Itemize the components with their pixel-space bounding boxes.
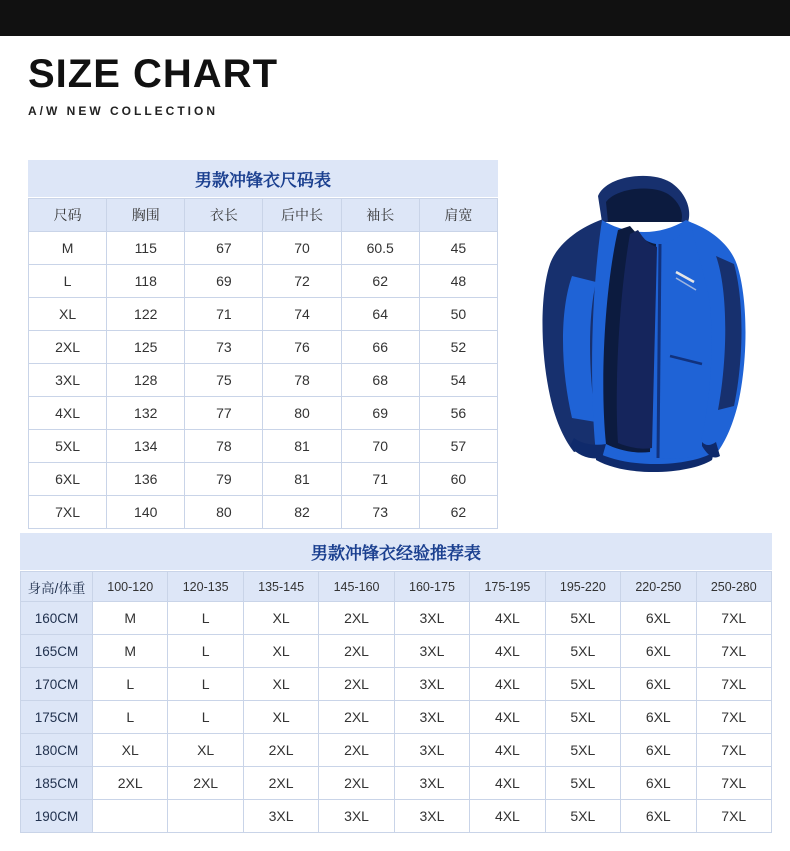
table-cell: 4XL	[470, 734, 545, 767]
table-cell: 72	[263, 265, 341, 298]
table-cell: XL	[93, 734, 168, 767]
table-header-row	[21, 572, 772, 602]
jacket-illustration	[510, 160, 762, 505]
table-row	[21, 602, 772, 635]
column-header: 100-120	[93, 572, 168, 602]
table-cell: 4XL	[470, 602, 545, 635]
table-cell: 73	[341, 496, 419, 529]
table-cell: 7XL	[696, 767, 772, 800]
page-header	[28, 52, 278, 118]
column-header: 175-195	[470, 572, 545, 602]
table-cell: 2XL	[319, 635, 394, 668]
recommendation-table-title: 男款冲锋衣经验推荐表	[20, 533, 772, 571]
table-cell: 3XL	[243, 800, 318, 833]
table-cell: 2XL	[319, 767, 394, 800]
table-cell: XL	[168, 734, 243, 767]
table-cell: 4XL	[470, 635, 545, 668]
table-cell: 5XL	[545, 635, 620, 668]
table-cell: 66	[341, 331, 419, 364]
table-cell: 80	[263, 397, 341, 430]
table-cell: 73	[185, 331, 263, 364]
table-cell: 75	[185, 364, 263, 397]
table-cell: 2XL	[243, 767, 318, 800]
column-header: 120-135	[168, 572, 243, 602]
table-cell: 4XL	[470, 668, 545, 701]
table-cell: 6XL	[621, 635, 696, 668]
table-row	[21, 635, 772, 668]
table-cell: 70	[263, 232, 341, 265]
table-cell: 60.5	[341, 232, 419, 265]
table-cell: 81	[263, 463, 341, 496]
table-cell: 54	[419, 364, 497, 397]
table-cell: 45	[419, 232, 497, 265]
table-cell: 6XL	[621, 668, 696, 701]
table-row	[29, 331, 498, 364]
table-cell: 136	[107, 463, 185, 496]
table-cell: 77	[185, 397, 263, 430]
table-cell: 6XL	[621, 734, 696, 767]
table-cell: 71	[341, 463, 419, 496]
table-cell: 3XL	[394, 800, 469, 833]
table-cell: 62	[341, 265, 419, 298]
table-cell: 67	[185, 232, 263, 265]
table-cell: 122	[107, 298, 185, 331]
column-header: 胸围	[107, 199, 185, 232]
column-header: 135-145	[243, 572, 318, 602]
size-chart-table-title: 男款冲锋衣尺码表	[28, 160, 498, 198]
table-cell: XL	[243, 701, 318, 734]
table-cell: XL	[243, 602, 318, 635]
table-cell: 70	[341, 430, 419, 463]
table-cell: 79	[185, 463, 263, 496]
table-cell: 7XL	[696, 668, 772, 701]
table-cell: 6XL	[621, 602, 696, 635]
table-cell: XL	[243, 668, 318, 701]
table-cell: 2XL	[93, 767, 168, 800]
table-cell: 6XL	[621, 701, 696, 734]
column-header: 尺码	[29, 199, 107, 232]
table-cell: 5XL	[545, 767, 620, 800]
table-row	[21, 734, 772, 767]
table-cell: 69	[341, 397, 419, 430]
table-cell: 6XL	[29, 463, 107, 496]
column-header: 后中长	[263, 199, 341, 232]
size-chart-table-section	[28, 160, 498, 529]
table-cell: 3XL	[394, 767, 469, 800]
table-cell: 115	[107, 232, 185, 265]
table-cell: XL	[243, 635, 318, 668]
table-cell: L	[168, 602, 243, 635]
table-row	[29, 265, 498, 298]
table-cell: 3XL	[394, 602, 469, 635]
size-chart-table	[28, 198, 498, 529]
row-header: 165CM	[21, 635, 93, 668]
table-row	[29, 496, 498, 529]
table-header-row	[29, 199, 498, 232]
table-row	[21, 701, 772, 734]
top-black-bar	[0, 0, 790, 36]
recommendation-table-section	[20, 533, 772, 833]
column-header: 250-280	[696, 572, 772, 602]
row-header: 160CM	[21, 602, 93, 635]
table-cell: 4XL	[29, 397, 107, 430]
table-cell: 78	[263, 364, 341, 397]
table-cell: 5XL	[545, 668, 620, 701]
column-header: 衣长	[185, 199, 263, 232]
table-cell: 140	[107, 496, 185, 529]
column-header: 袖长	[341, 199, 419, 232]
table-cell: 6XL	[621, 800, 696, 833]
table-cell: 52	[419, 331, 497, 364]
table-cell: 2XL	[319, 701, 394, 734]
table-cell: 125	[107, 331, 185, 364]
table-cell: L	[93, 701, 168, 734]
table-cell: 82	[263, 496, 341, 529]
table-cell	[168, 800, 243, 833]
table-cell: 7XL	[696, 701, 772, 734]
table-cell: 3XL	[394, 668, 469, 701]
table-cell: 3XL	[394, 734, 469, 767]
table-row	[29, 364, 498, 397]
table-cell: 68	[341, 364, 419, 397]
table-cell: 2XL	[243, 734, 318, 767]
table-cell: 69	[185, 265, 263, 298]
column-header: 195-220	[545, 572, 620, 602]
table-cell: 118	[107, 265, 185, 298]
table-cell: 76	[263, 331, 341, 364]
page-title: SIZE CHART	[28, 52, 278, 96]
table-cell: 81	[263, 430, 341, 463]
table-cell: 3XL	[29, 364, 107, 397]
table-cell: 74	[263, 298, 341, 331]
table-cell: XL	[29, 298, 107, 331]
table-row	[21, 668, 772, 701]
table-row	[29, 298, 498, 331]
table-cell: 7XL	[696, 635, 772, 668]
table-cell: L	[93, 668, 168, 701]
table-cell: 7XL	[29, 496, 107, 529]
table-cell: M	[93, 602, 168, 635]
table-cell: 2XL	[168, 767, 243, 800]
table-cell: L	[168, 635, 243, 668]
table-cell: 2XL	[29, 331, 107, 364]
table-cell: 57	[419, 430, 497, 463]
table-cell: 4XL	[470, 800, 545, 833]
table-cell: 4XL	[470, 767, 545, 800]
table-cell: M	[29, 232, 107, 265]
row-header: 185CM	[21, 767, 93, 800]
table-cell: M	[93, 635, 168, 668]
table-cell: 2XL	[319, 734, 394, 767]
table-cell: 134	[107, 430, 185, 463]
table-cell: 5XL	[545, 602, 620, 635]
column-header: 220-250	[621, 572, 696, 602]
table-cell: 2XL	[319, 602, 394, 635]
column-header: 160-175	[394, 572, 469, 602]
table-cell	[93, 800, 168, 833]
table-cell: 50	[419, 298, 497, 331]
column-header: 身高/体重	[21, 572, 93, 602]
table-row	[29, 397, 498, 430]
table-cell: 48	[419, 265, 497, 298]
table-cell: 5XL	[545, 701, 620, 734]
table-cell: 5XL	[29, 430, 107, 463]
table-cell: 5XL	[545, 734, 620, 767]
column-header: 145-160	[319, 572, 394, 602]
table-cell: L	[168, 701, 243, 734]
table-cell: L	[168, 668, 243, 701]
table-cell: 4XL	[470, 701, 545, 734]
table-cell: 56	[419, 397, 497, 430]
table-cell: 7XL	[696, 734, 772, 767]
table-row	[29, 463, 498, 496]
recommendation-table	[20, 571, 772, 833]
table-cell: 7XL	[696, 602, 772, 635]
table-cell: 3XL	[394, 635, 469, 668]
table-cell: 60	[419, 463, 497, 496]
table-cell: 5XL	[545, 800, 620, 833]
product-photo	[510, 160, 762, 505]
table-cell: 78	[185, 430, 263, 463]
table-cell: L	[29, 265, 107, 298]
table-cell: 80	[185, 496, 263, 529]
table-cell: 128	[107, 364, 185, 397]
table-cell: 2XL	[319, 668, 394, 701]
table-cell: 64	[341, 298, 419, 331]
table-cell: 71	[185, 298, 263, 331]
table-cell: 3XL	[319, 800, 394, 833]
table-cell: 6XL	[621, 767, 696, 800]
row-header: 170CM	[21, 668, 93, 701]
page-subtitle: A/W NEW COLLECTION	[28, 104, 218, 118]
table-cell: 3XL	[394, 701, 469, 734]
row-header: 190CM	[21, 800, 93, 833]
table-row	[29, 232, 498, 265]
row-header: 180CM	[21, 734, 93, 767]
table-row	[29, 430, 498, 463]
row-header: 175CM	[21, 701, 93, 734]
table-cell: 132	[107, 397, 185, 430]
column-header: 肩宽	[419, 199, 497, 232]
table-row	[21, 767, 772, 800]
table-cell: 62	[419, 496, 497, 529]
table-cell: 7XL	[696, 800, 772, 833]
table-row	[21, 800, 772, 833]
